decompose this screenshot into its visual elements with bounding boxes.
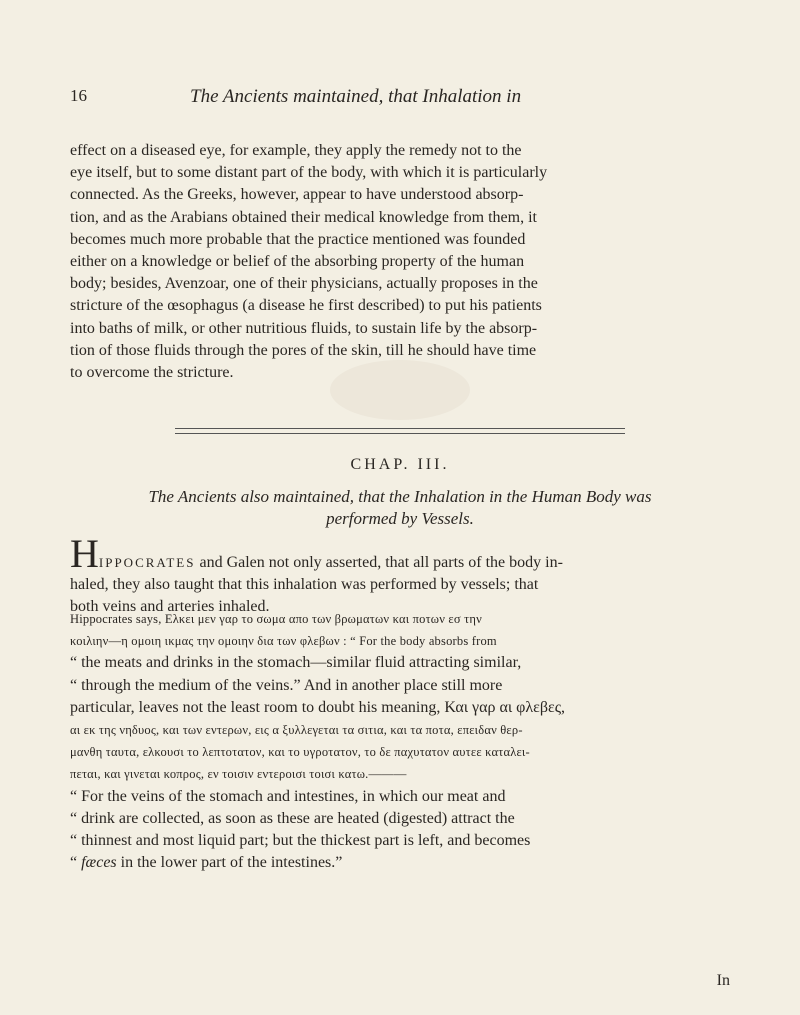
text-line: connected. As the Greeks, however, appear to have understood absorp- (70, 186, 524, 204)
text-line: stricture of the œsophagus (a disease he first described) to put his patients (70, 297, 542, 315)
running-title: The Ancients maintained, that Inhalation in (190, 86, 522, 107)
text-line: eye itself, but to some distant part of the body, with which it is particularly (70, 164, 548, 182)
text-line: tion of those fluids through the pores of the skin, till he should have time (70, 341, 537, 359)
text-line: πεται, και γινεται κοπρος, εν τοισιν εντεροισι τοισι κατω.——— (70, 767, 407, 782)
text-line: μανθη ταυτα, ελκουσι το λεπτοτατον, και το υγροτατον, το δε παχυτατον αυτεε καταλει- (70, 745, 530, 760)
text-line (70, 540, 730, 574)
chapter-title (70, 486, 730, 530)
chapter-heading: CHAP. III. (350, 456, 450, 473)
paragraph-3 (70, 608, 730, 874)
text-line-rest: and Galen not only asserted, that all parts of the body in- (195, 554, 563, 571)
text-line: tion, and as the Arabians obtained their medical knowledge from them, it (70, 208, 537, 226)
catchword: In (716, 972, 730, 989)
text-line: to overcome the stricture. (70, 364, 234, 382)
text-line: αι εκ της νηδυος, και των εντερων, εις α ξυλλεγεται τα σιτια, και τα ποτα, επειδαν θερ- (70, 723, 523, 738)
text-line: effect on a diseased eye, for example, they apply the remedy not to the (70, 142, 522, 159)
page-number: 16 (70, 86, 87, 105)
text-line: “ thinnest and most liquid part; but the thickest part is left, and becomes (70, 832, 531, 850)
text-line: body; besides, Avenzoar, one of their physicians, actually proposes in the (70, 275, 538, 293)
text-line: haled, they also taught that this inhalation was performed by vessels; that (70, 576, 539, 594)
drop-cap: H (70, 540, 99, 575)
page-header (70, 86, 730, 112)
paragraph-1 (70, 140, 730, 384)
small-caps-name: IPPOCRATES (98, 555, 196, 570)
chapter-title-line-2: performed by Vessels. (326, 509, 474, 528)
text-line: into baths of milk, or other nutritious fluids, to sustain life by the absorp- (70, 319, 538, 337)
text-line: “ For the veins of the stomach and intestines, in which our meat and (70, 787, 506, 805)
text-line: particular, leaves not the least room to doubt his meaning, Και γαρ αι φλεβες, (70, 698, 566, 716)
text-line: either on a knowledge or belief of the absorbing property of the human (70, 253, 525, 271)
text-line: “ through the medium of the veins.” And in another place still more (70, 676, 503, 694)
text-line: both veins and arteries inhaled. (70, 598, 270, 616)
text-line: “ the meats and drinks in the stomach—similar fluid attracting similar, (70, 654, 522, 672)
text-line: Hippocrates says, Ελκει μεν γαρ το σωμα απο των βρωματων και ποτων εσ την (70, 612, 482, 626)
paragraph-2 (70, 540, 730, 619)
text-line: “ drink are collected, as soon as these are heated (digested) attract the (70, 809, 515, 827)
text-line: κοιλιην—η ομοιη ικμας την ομοιην δια των φλεβων : “ For the body absorbs from (70, 634, 497, 649)
chapter-title-line-1: The Ancients also maintained, that the Inhalation in the Human Body was (148, 487, 652, 506)
section-divider (175, 428, 625, 434)
text-line: “ fæces in the lower part of the intestines.” (70, 854, 343, 872)
text-line: becomes much more probable that the practice mentioned was founded (70, 230, 526, 248)
